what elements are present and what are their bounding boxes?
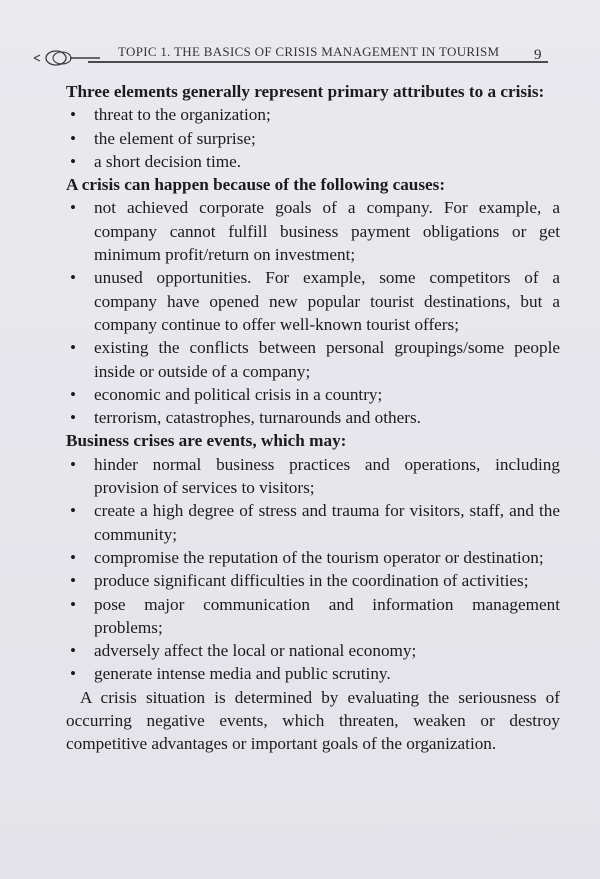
section-heading-causes: A crisis can happen because of the following causes: [66, 175, 446, 195]
causes-list [66, 196, 560, 429]
section-heading-business-crises: Business crises are events, which may: [66, 431, 347, 451]
list-item-text: hinder normal business practices and operations, including provision of services to visitors; [94, 454, 560, 498]
bullet-icon: • [70, 454, 77, 474]
running-header [32, 44, 552, 70]
list-item-text: a short decision time. [94, 151, 242, 171]
list-item [66, 383, 560, 406]
business-crises-list [66, 453, 560, 686]
bullet-icon: • [70, 384, 77, 404]
bullet-icon: • [70, 547, 77, 567]
list-item-text: threat to the organization; [94, 105, 271, 125]
bullet-icon: • [70, 641, 77, 661]
page-body [66, 80, 560, 756]
bullet-icon: • [70, 338, 77, 358]
header-rule [88, 61, 548, 63]
list-item-text: create a high degree of stress and trauma for visitors, staff, and the community; [94, 501, 560, 544]
attributes-list [66, 103, 560, 173]
list-item-text: unused opportunities. For example, some competitors of a company have opened new popular tourist destinations, but a company continue to offer well-known tourist offers; [94, 268, 560, 334]
list-item [66, 662, 560, 685]
list-item-text: compromise the reputation of the tourism operator or destination; [94, 547, 544, 567]
list-item [66, 499, 560, 546]
bullet-icon: • [70, 571, 77, 591]
list-item [66, 103, 560, 126]
bullet-icon: • [70, 664, 77, 684]
bullet-icon: • [70, 268, 77, 288]
bullet-icon: • [70, 128, 77, 148]
list-item-text: terrorism, catastrophes, turnarounds and others. [94, 408, 421, 428]
list-item-text: adversely affect the local or national economy; [94, 641, 417, 661]
list-item-text: existing the conflicts between personal groupings/some people inside or outside of a company; [94, 338, 560, 381]
list-item [66, 546, 560, 569]
list-item [66, 196, 560, 266]
list-item [66, 593, 560, 640]
list-item-text: not achieved corporate goals of a company. For example, a company cannot fulfill business payment obligations or get minimum profit/return on investment; [94, 198, 560, 265]
section-heading-attributes: Three elements generally represent primary attributes to a crisis: [66, 82, 545, 101]
header-ornament-icon [32, 50, 102, 66]
list-item-text: generate intense media and public scrutiny. [94, 664, 391, 684]
list-item [66, 336, 560, 383]
list-item [66, 266, 560, 336]
list-item-text: produce significant difficulties in the coordination of activities; [94, 571, 529, 591]
closing-paragraph: A crisis situation is determined by evaluating the seriousness of occurring negative events, which threaten, weaken or destroy competitive advantages or important goals of the organization. [66, 687, 560, 754]
list-item [66, 569, 560, 592]
running-header-title: TOPIC 1. THE BASICS OF CRISIS MANAGEMENT IN TOURISM [118, 44, 500, 59]
list-item [66, 406, 560, 429]
bullet-icon: • [70, 594, 77, 614]
bullet-icon: • [70, 198, 77, 218]
list-item [66, 127, 560, 150]
list-item [66, 639, 560, 662]
list-item-text: pose major communication and information management problems; [94, 594, 560, 637]
bullet-icon: • [70, 501, 77, 521]
bullet-icon: • [70, 151, 77, 171]
bullet-icon: • [70, 105, 77, 125]
list-item [66, 453, 560, 500]
page-number: 9 [534, 47, 542, 63]
list-item-text: economic and political crisis in a country; [94, 384, 383, 404]
list-item-text: the element of surprise; [94, 128, 256, 148]
list-item [66, 150, 560, 173]
bullet-icon: • [70, 408, 77, 428]
